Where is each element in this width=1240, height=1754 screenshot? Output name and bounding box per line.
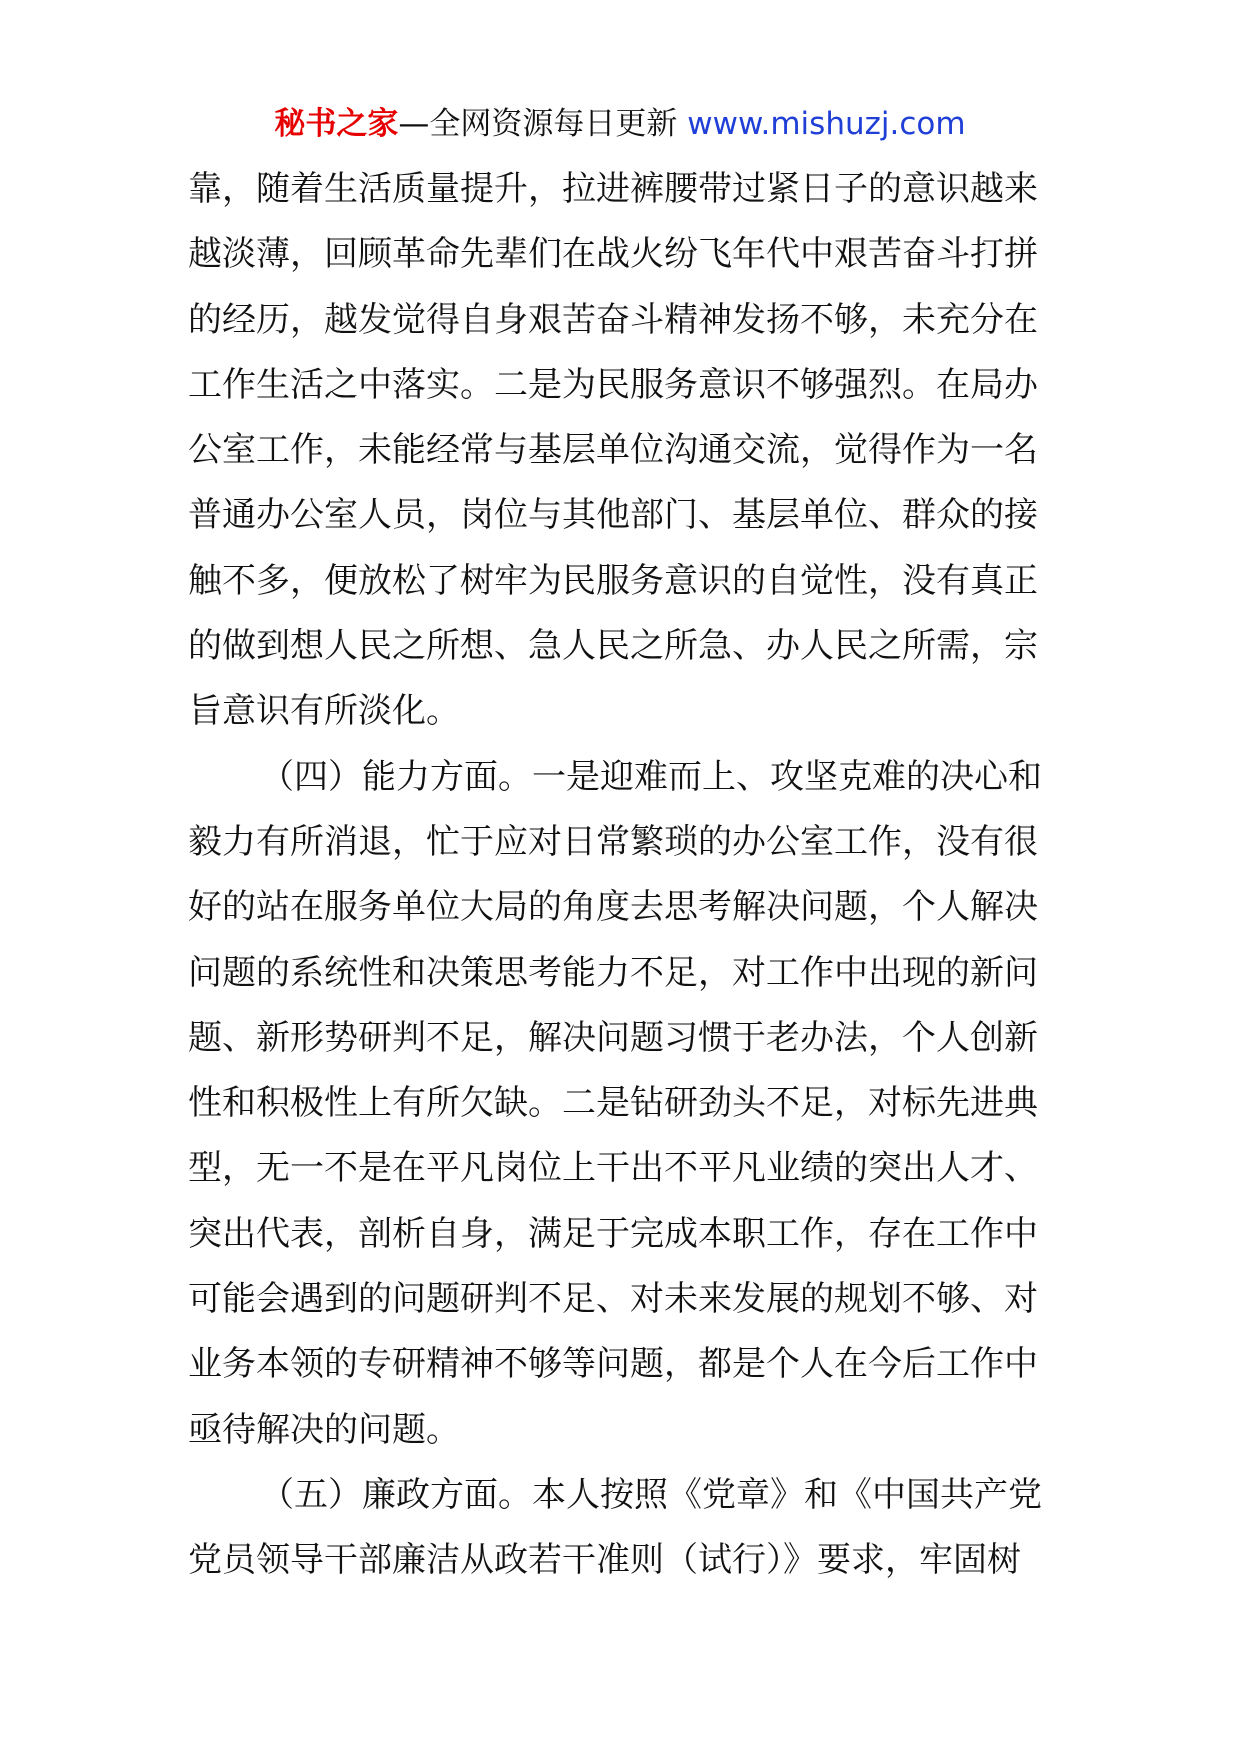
text-line: 靠，随着生活质量提升，拉进裤腰带过紧日子的意识越来 — [188, 169, 1038, 209]
text-line: 公室工作，未能经常与基层单位沟通交流，觉得作为一名 — [188, 430, 1038, 471]
page-header — [0, 104, 1240, 144]
text-line: 旨意识有所淡化。 — [188, 691, 460, 732]
text-line: 的做到想人民之所想、急人民之所急、办人民之所需，宗 — [188, 626, 1038, 667]
text-line: 性和积极性上有所欠缺。二是钻研劲头不足，对标先进典 — [188, 1083, 1038, 1124]
text-line: 题、新形势研判不足，解决问题习惯于老办法，个人创新 — [188, 1017, 1038, 1058]
text-line: 亟待解决的问题。 — [188, 1409, 460, 1450]
section-heading-line: （四）能力方面。一是迎难而上、攻坚克难的决心和 — [260, 756, 1042, 797]
document-body — [188, 157, 1060, 1594]
site-brand: 秘书之家 — [274, 106, 399, 142]
section-heading-line: （五）廉政方面。本人按照《党章》和《中国共产党 — [260, 1474, 1042, 1515]
text-line: 问题的系统性和决策思考能力不足，对工作中出现的新问 — [188, 952, 1038, 993]
site-tagline: —全网资源每日更新 — [398, 106, 688, 142]
text-line: 可能会遇到的问题研判不足、对未来发展的规划不够、对 — [188, 1279, 1038, 1320]
text-line: 工作生活之中落实。二是为民服务意识不够强烈。在局办 — [188, 364, 1038, 405]
text-line: 党员领导干部廉洁从政若干准则（试行）》要求，牢固树 — [188, 1540, 1021, 1581]
text-line: 型，无一不是在平凡岗位上干出不平凡业绩的突出人才、 — [188, 1148, 1038, 1189]
text-line: 触不多，便放松了树牢为民服务意识的自觉性，没有真正 — [188, 560, 1038, 601]
text-line: 越淡薄，回顾革命先辈们在战火纷飞年代中艰苦奋斗打拼 — [188, 234, 1038, 275]
text-line: 普通办公室人员，岗位与其他部门、基层单位、群众的接 — [188, 495, 1038, 536]
site-url-link[interactable]: www.mishuzj.com — [687, 106, 966, 142]
text-line: 突出代表，剖析自身，满足于完成本职工作，存在工作中 — [188, 1213, 1038, 1254]
text-line: 业务本领的专研精神不够等问题，都是个人在今后工作中 — [188, 1344, 1038, 1385]
text-line: 好的站在服务单位大局的角度去思考解决问题，个人解决 — [188, 887, 1038, 928]
text-line: 毅力有所消退，忙于应对日常繁琐的办公室工作，没有很 — [188, 821, 1038, 862]
text-line: 的经历，越发觉得自身艰苦奋斗精神发扬不够，未充分在 — [188, 299, 1038, 340]
